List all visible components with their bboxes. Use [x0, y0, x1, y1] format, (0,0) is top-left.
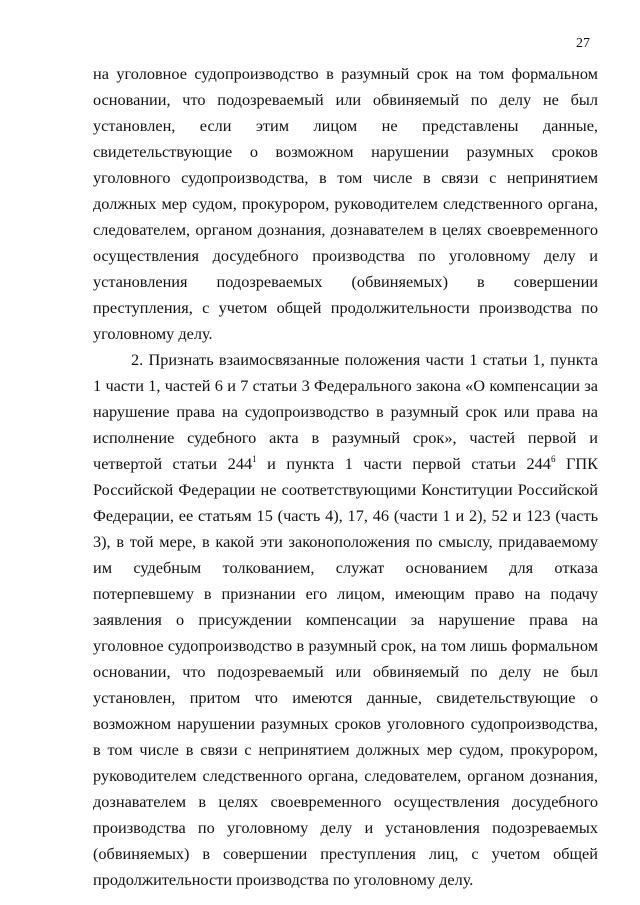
document-body	[93, 61, 598, 893]
page-number: 27	[576, 36, 590, 51]
paragraph-text: 2. Признать взаимосвязанные положения части 1 статьи 1, пункта 1 части 1, частей 6 и 7 статьи 3 Федерального закона «О компенсации за нарушение права на судопроизводство в разумный срок или права на исполнение судебного акта в разумный срок», частей первой и четвертой статьи 244	[93, 350, 598, 473]
paragraph-item-2	[93, 347, 598, 893]
superscript: 6	[550, 454, 556, 464]
paragraph-text: и пункта 1 части первой статьи 244	[256, 454, 551, 473]
superscript: 1	[252, 454, 257, 464]
paragraph-text: ГПК Российской Федерации не соответствующими Конституции Российской Федерации, ее статьям 15 (часть 4), 17, 46 (части 1 и 2), 52 и 123 (часть 3), в той мере, в какой эти законоположения по смыслу, придаваемому им судебным толкованием, служат основанием для отказа потерпевшему в признании его лицом, имеющим право на подачу заявления о присуждении компенсации за нарушение права на уголовное судопроизводство в разумный срок, на том лишь формальном основании, что подозреваемый или обвиняемый по делу не был установлен, притом что имеются данные, свидетельствующие о возможном нарушении разумных сроков уголовного судопроизводства, в том числе в связи с непринятием должных мер судом, прокурором, руководителем следственного органа, следователем, органом дознания, дознавателем в целях своевременного осуществления досудебного производства по уголовному делу и установления подозреваемых (обвиняемых) в совершении преступления лиц, с учетом общей продолжительности производства по уголовному делу.	[93, 454, 598, 889]
paragraph-continuation: на уголовное судопроизводство в разумный срок на том формальном основании, что подозреваемый или обвиняемый по делу не был установлен, если этим лицом не представлены данные, свидетельствующие о возможном нарушении разумных сроков уголовного судопроизводства, в том числе в связи с непринятием должных мер судом, прокурором, руководителем следственного органа, следователем, органом дознания, дознавателем в целях своевременного осуществления досудебного производства по уголовному делу и установления подозреваемых (обвиняемых) в совершении преступления, с учетом общей продолжительности производства по уголовному делу.	[93, 64, 598, 343]
